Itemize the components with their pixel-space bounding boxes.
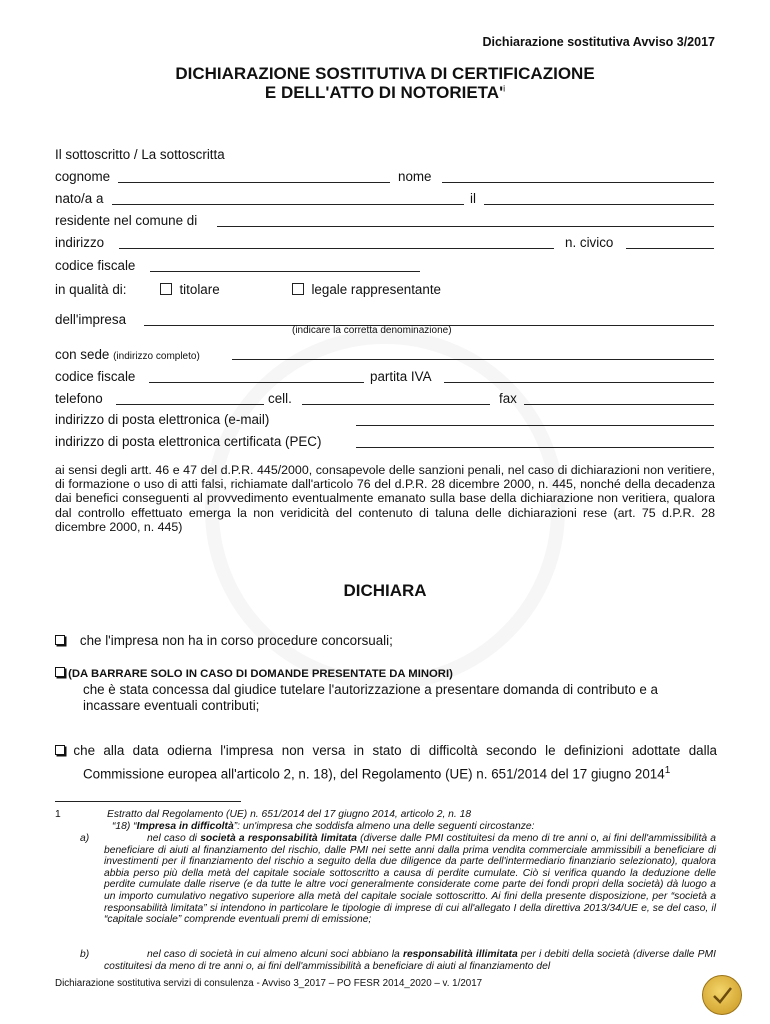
gold-seal-icon bbox=[702, 975, 742, 1015]
footnote-a-text: nel caso di società a responsabilità limitata (diverse dalle PMI costituitesi da meno di tre anni o, ai fini dell'ammissibilità a beneficiare di aiuti al finanziamento del rischio, dalle PMI nei sette anni dalla prima vendita commerciale ammissibili a beneficiare di investimenti per il finanziamento del rischio a seguito della due diligence da parte dell'intermediario finanziario selezionato), qualora abbia perso più della metà del capitale sociale sottoscritto a causa di perdite cumulate. Ciò si verifica quando la deduzione delle perdite cumulate dalle riserve (e da tutte le altre voci generalmente considerate come parte dei fondi propri della società) dà luogo a un importo cumulativo negativo superiore alla metà del capitale sociale sottoscritto. Ai fini della presente disposizione, per “società a responsabilità limitata” si intendono in particolare le tipologie di imprese di cui all'allegato I della direttiva 2013/34/UE e, se del caso, il “capitale sociale” comprende eventuali premi di emissione; bbox=[104, 833, 717, 926]
cell-label: cell. bbox=[268, 391, 292, 406]
nato-field[interactable] bbox=[112, 204, 464, 205]
item-minori-body: che è stata concessa dal giudice tutelare l'autorizzazione a presentare domanda di contributo e a incassare eventuali contributi; bbox=[83, 682, 658, 713]
telefono-label: telefono bbox=[55, 391, 103, 406]
dichiara-heading: DICHIARA bbox=[343, 581, 427, 600]
pec-field[interactable] bbox=[356, 447, 714, 448]
il-label: il bbox=[470, 191, 476, 206]
nome-field[interactable] bbox=[442, 182, 714, 183]
codice-fiscale-impresa-field[interactable] bbox=[149, 382, 364, 383]
impresa-label: dell'impresa bbox=[55, 312, 127, 327]
doc-title-line1: DICHIARAZIONE SOSTITUTIVA DI CERTIFICAZIONE bbox=[175, 64, 595, 83]
codice-fiscale-field[interactable] bbox=[150, 271, 420, 272]
page-footer: Dichiarazione sostitutiva servizi di consulenza - Avviso 3_2017 – PO FESR 2014_2020 – v. 1/2017 bbox=[55, 978, 483, 989]
telefono-field[interactable] bbox=[116, 404, 264, 405]
email-field[interactable] bbox=[356, 425, 714, 426]
doc-title-line2: E DELL'ATTO DI $NOTORIETA'^i$ bbox=[264, 83, 506, 102]
civico-label: n. civico bbox=[565, 235, 614, 250]
checkbox-icon[interactable] bbox=[55, 745, 65, 755]
nato-label: nato/a a bbox=[55, 191, 104, 206]
partita-iva-label: partita IVA bbox=[370, 369, 432, 384]
sede-label: con sede (indirizzo completo) bbox=[55, 347, 200, 362]
fax-label: fax bbox=[499, 391, 517, 406]
intro-label: Il sottoscritto / La sottoscritta bbox=[55, 147, 225, 162]
footnote-line2: “18) “Impresa in difficoltà”: un'impresa che soddisfa almeno una delle seguenti circostanze: bbox=[112, 821, 535, 832]
footnote-divider bbox=[55, 801, 241, 802]
cognome-label: cognome bbox=[55, 169, 111, 184]
impresa-hint: (indicare la corretta denominazione) bbox=[292, 325, 452, 336]
email-label: indirizzo di posta elettronica (e-mail) bbox=[55, 412, 270, 427]
legale-checkbox[interactable] bbox=[292, 283, 304, 295]
checkbox-icon[interactable] bbox=[55, 635, 65, 645]
pec-label: indirizzo di posta elettronica certificata (PEC) bbox=[55, 434, 322, 449]
footnote-a-label: a) bbox=[80, 833, 90, 844]
cognome-field[interactable] bbox=[118, 182, 390, 183]
qualita-label: in qualità di: bbox=[55, 282, 127, 297]
titolare-text: titolare bbox=[179, 282, 220, 297]
footnote-b-label: b) bbox=[80, 949, 90, 960]
nome-label: nome bbox=[398, 169, 432, 184]
codice-fiscale-impresa-label: codice fiscale bbox=[55, 369, 136, 384]
codice-fiscale-label: codice fiscale bbox=[55, 258, 136, 273]
item-difficolta-line1: che alla data odierna l'impresa non versa in stato di difficoltà secondo le definizioni adottate dalla bbox=[55, 743, 717, 758]
sede-field[interactable] bbox=[232, 359, 714, 360]
header-title: Dichiarazione sostitutiva Avviso 3/2017 bbox=[482, 35, 715, 49]
residente-field[interactable] bbox=[217, 226, 714, 227]
legale-text: legale rappresentante bbox=[311, 282, 441, 297]
titolare-option[interactable] bbox=[160, 282, 220, 297]
civico-field[interactable] bbox=[626, 248, 714, 249]
partita-iva-field[interactable] bbox=[444, 382, 714, 383]
fax-field[interactable] bbox=[524, 404, 714, 405]
indirizzo-label: indirizzo bbox=[55, 235, 105, 250]
titolare-checkbox[interactable] bbox=[160, 283, 172, 295]
birth-date-field[interactable] bbox=[484, 204, 714, 205]
footnote-b-text: nel caso di società in cui almeno alcuni soci abbiano la responsabilità illimitata per i debiti della società (diverse dalle PMI costituitesi da meno di tre anni o, ai fini dell'ammissibilità a beneficiare di aiuti al finanziamento del bbox=[104, 949, 716, 972]
checkbox-icon[interactable] bbox=[55, 667, 65, 677]
residente-label: residente nel comune di bbox=[55, 213, 198, 228]
footnote-line1: Estratto dal Regolamento (UE) n. 651/2014 del 17 giugno 2014, articolo 2, n. 18 bbox=[107, 809, 472, 820]
cell-field[interactable] bbox=[302, 404, 490, 405]
declaration-paragraph: ai sensi degli artt. 46 e 47 del d.P.R. 445/2000, consapevole delle sanzioni penali, nel caso di dichiarazioni non veritiere, di formazione o uso di atti falsi, richiamate dall'articolo 76 del d.P.R. 28 dicembre 2000, n. 445, nonché della decadenza dai benefici conseguenti al provvedimento eventualmente emanato sulla base della dichiarazione non veritiera, qualora dal controllo effettuato emerga la non veridicità del contenuto di taluna delle dichiarazioni rese (art. 75 d.P.R. 28 dicembre 2000, n. 445) bbox=[55, 463, 715, 534]
footnote-number: 1 bbox=[55, 809, 61, 820]
item-procedure-concorsuali: che l'impresa non ha in corso procedure concorsuali; bbox=[55, 633, 393, 648]
item-minori-heading: (DA BARRARE SOLO IN CASO DI DOMANDE PRESENTATE DA MINORI) bbox=[55, 667, 453, 680]
indirizzo-field[interactable] bbox=[119, 248, 554, 249]
item-difficolta-line2: Commissione europea all'articolo 2, n. 18), del Regolamento (UE) n. 651/2014 del 17 giugno 2014$^1$ bbox=[83, 765, 671, 782]
legale-option[interactable] bbox=[292, 282, 441, 297]
